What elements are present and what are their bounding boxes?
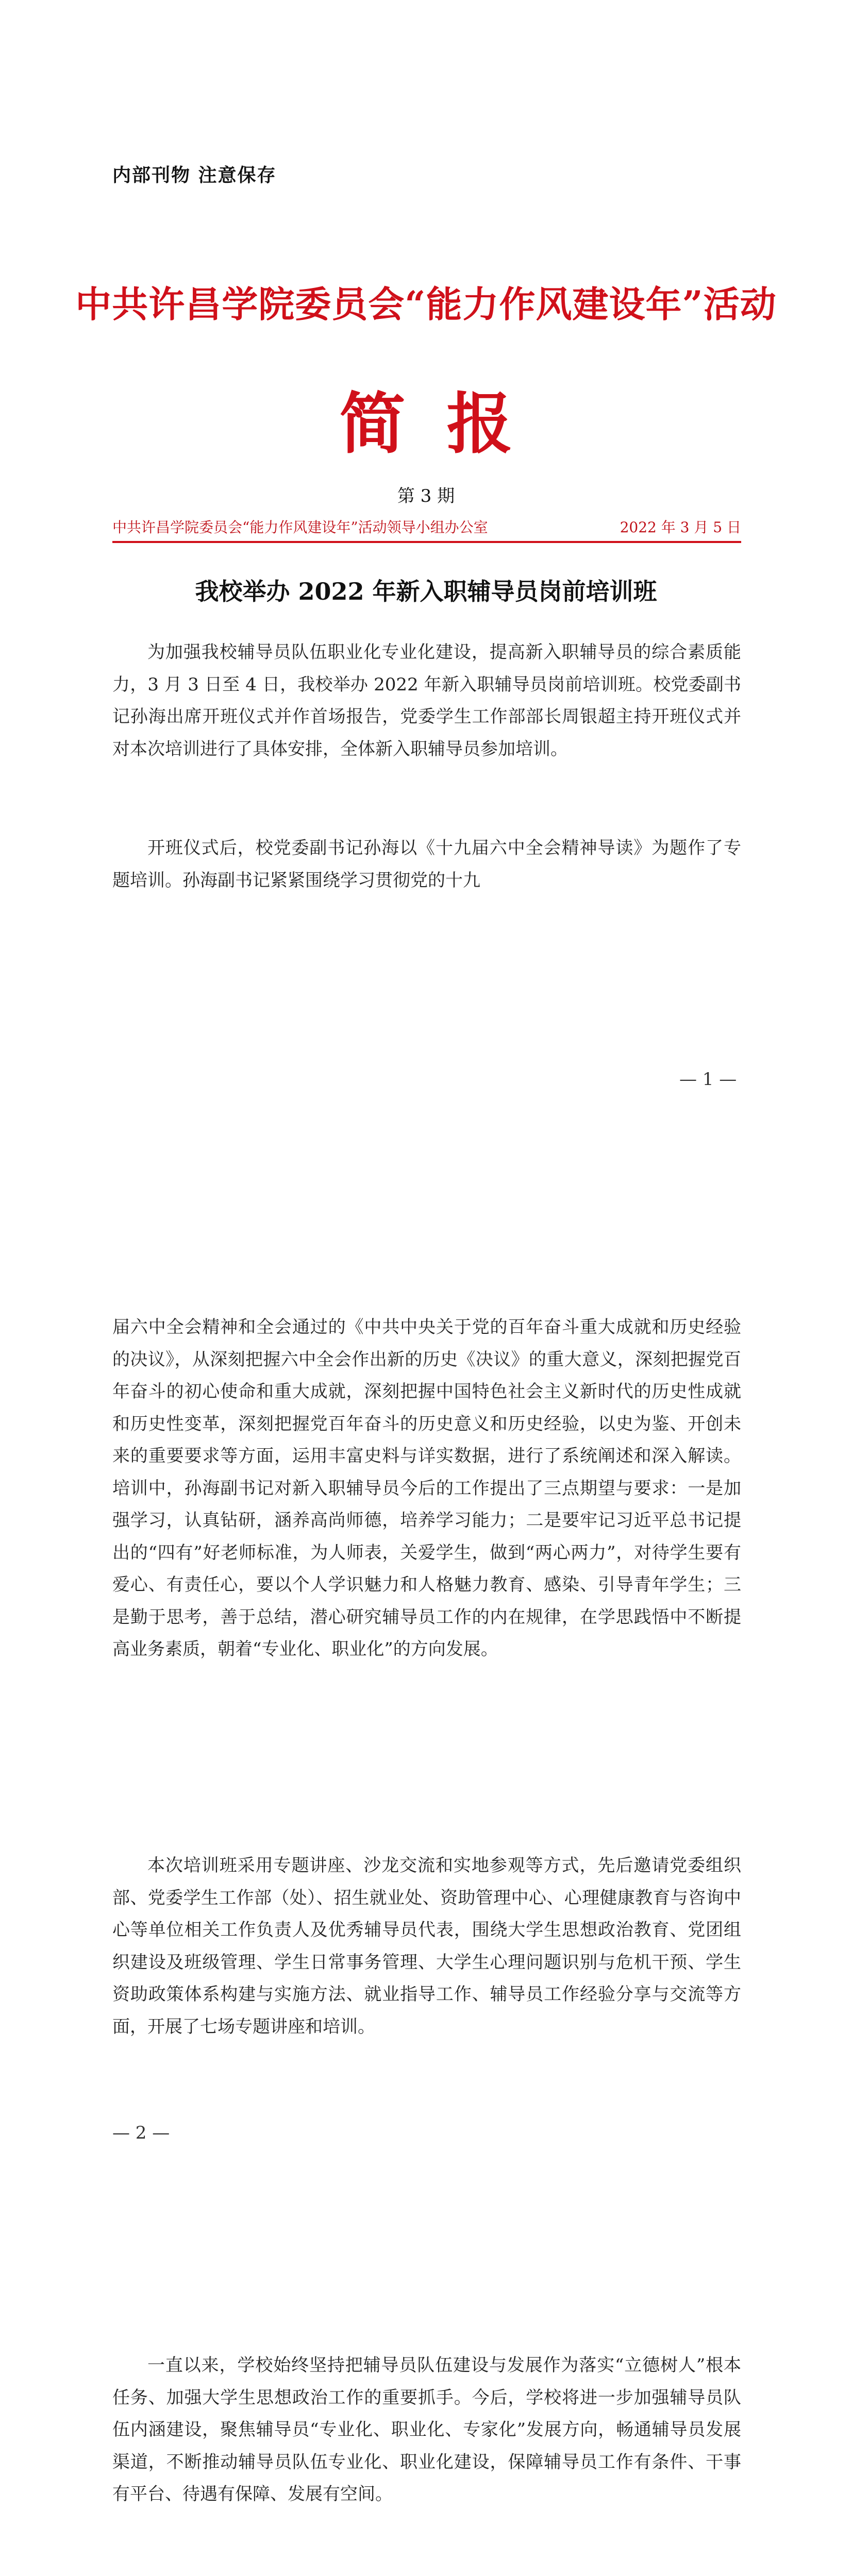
bulletin-title: 中共许昌学院委员会“能力作风建设年”活动 bbox=[75, 283, 777, 326]
paragraph-2-continued: 届六中全会精神和全会通过的《中共中央关于党的百年奋斗重大成就和历史经验的决议》，从深刻把握六中全会作出新的历史《决议》的重大意义，深刻把握党百年奋斗的初心使命和重大成就，深刻把握中国特色社会主义新时代的历史性成就和历史性变革，深刻把握党百年奋斗的历史意义和历史经验，以史为鉴、开创未来的重要要求等方面，运用丰富史料与详实数据，进行了系统阐述和深入解读。培训中，孙海副书记对新入职辅导员今后的工作提出了三点期望与要求：一是加强学习，认真钻研，涵养高尚师德，培养学习能力；二是要牢记习近平总书记提出的“四有”好老师标准，为人师表，关爱学生，做到“两心两力”，对待学生要有爱心、有责任心，要以个人学识魅力和人格魅力教育、感染、引导青年学生；三是勤于思考，善于总结，潜心研究辅导员工作的内在规律，在学思践悟中不断提高业务素质，朝着“专业化、职业化”的方向发展。 bbox=[112, 1317, 741, 1659]
page-number-1: — 1 — bbox=[679, 1069, 737, 1090]
paragraph-1: 为加强我校辅导员队伍职业化专业化建设，提高新入职辅导员的综合素质能力，3 月 3 日至 4 日，我校举办 2022 年新入职辅导员岗前培训班。校党委副书记孙海出席开班仪式并作首场报告，党委学生工作部部长周银超主持开班仪式并对本次培训进行了具体安排，全体新入职辅导员参加培训。 bbox=[112, 642, 741, 759]
issue-date: 2022 年 3 月 5 日 bbox=[620, 519, 741, 536]
notice-label: 内部刊物 注意保存 bbox=[112, 165, 277, 186]
issuer-line bbox=[112, 516, 741, 537]
bulletin-name: 简报 bbox=[339, 385, 554, 463]
article-headline: 我校举办 2022 年新入职辅导员岗前培训班 bbox=[195, 578, 657, 605]
paragraph-2-start: 开班仪式后，校党委副书记孙海以《十九届六中全会精神导读》为题作了专题培训。孙海副书记紧紧围绕学习贯彻党的十九 bbox=[112, 838, 741, 891]
header-divider bbox=[112, 541, 741, 543]
issue-number: 第 3 期 bbox=[397, 486, 455, 506]
paragraph-3: 本次培训班采用专题讲座、沙龙交流和实地参观等方式，先后邀请党委组织部、党委学生工作部（处）、招生就业处、资助管理中心、心理健康教育与咨询中心等单位相关工作负责人及优秀辅导员代表，围绕大学生思想政治教育、党团组织建设及班级管理、学生日常事务管理、大学生心理问题识别与危机干预、学生资助政策体系构建与实施方法、就业指导工作、辅导员工作经验分享与交流等方面，开展了七场专题讲座和培训。 bbox=[112, 1855, 741, 2037]
issuer-org: 中共许昌学院委员会“能力作风建设年”活动领导小组办公室 bbox=[112, 519, 488, 536]
page-number-2: — 2 — bbox=[112, 2123, 170, 2143]
paragraph-4: 一直以来，学校始终坚持把辅导员队伍建设与发展作为落实“立德树人”根本任务、加强大学生思想政治工作的重要抓手。今后，学校将进一步加强辅导员队伍内涵建设，聚焦辅导员“专业化、职业化、专家化”发展方向，畅通辅导员发展渠道，不断推动辅导员队伍专业化、职业化建设，保障辅导员工作有条件、干事有平台、待遇有保障、发展有空间。 bbox=[112, 2355, 741, 2504]
